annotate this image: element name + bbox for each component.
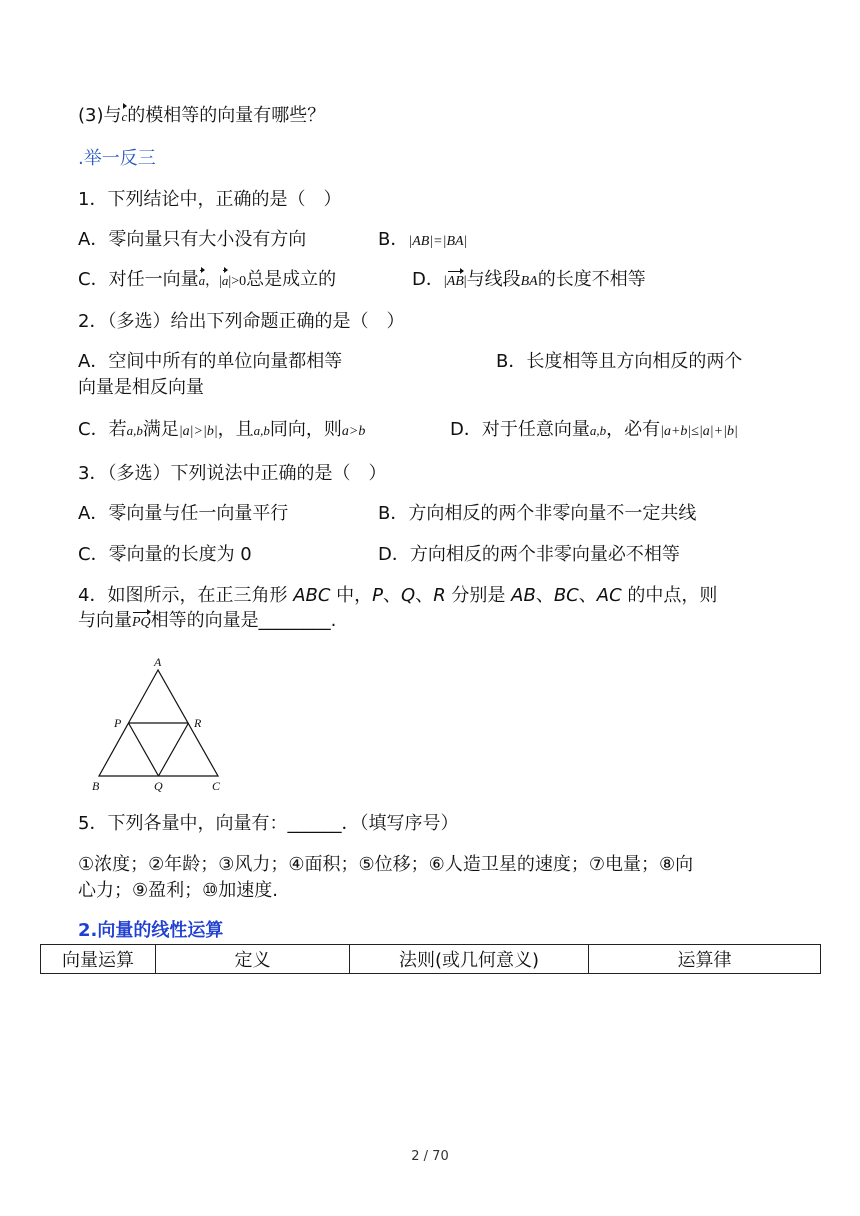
vector-c: c — [122, 105, 128, 129]
table-header-cell: 法则(或几何意义) — [350, 945, 589, 974]
p1-option-d: D．|AB|与线段BA的长度不相等 — [412, 268, 646, 294]
problem-1-options-ab — [78, 228, 468, 252]
problem-5-stem: 5．下列各量中，向量有：______．（填写序号） — [78, 813, 459, 834]
q3-prefix: (3)与 — [78, 105, 122, 126]
problem-5-items-line1: ①浓度；②年龄；③风力；④面积；⑤位移；⑥人造卫星的速度；⑦电量；⑧向 — [78, 854, 694, 875]
p2-option-c: C．若a,b满足|a|>|b|，且a,b同向，则a>b — [78, 419, 366, 440]
section-heading-linear-operations: 2.向量的线性运算 — [78, 920, 224, 941]
segment-pq — [129, 723, 159, 776]
label-b: B — [92, 779, 100, 793]
problem-3-options-cd — [78, 543, 680, 567]
problem-5-items-line2: 心力；⑨盈利；⑩加速度. — [78, 880, 278, 901]
table-header-row — [41, 945, 821, 974]
problem-1-options-cd — [78, 268, 646, 294]
problem-2-options-cd — [78, 418, 738, 444]
problem-2-stem: 2．（多选）给出下列命题正确的是（ ） — [78, 311, 405, 332]
label-q: Q — [154, 779, 163, 793]
p2-option-d: D．对于任意向量a,b，必有|a+b|≤|a|+|b| — [450, 419, 738, 440]
p3-option-c: C．零向量的长度为 0 — [78, 544, 252, 565]
q3-suffix: 的模相等的向量有哪些？ — [127, 105, 326, 126]
p2-option-a: A．空间中所有的单位向量都相等 — [78, 351, 343, 372]
page-number: 2 / 70 — [411, 1149, 449, 1164]
vector-ab: AB — [447, 270, 464, 294]
triangle-figure — [88, 654, 238, 796]
operations-table — [40, 944, 821, 974]
vector-a: a — [199, 269, 206, 293]
problem-4-line1: 4．如图所示，在正三角形 ABC 中，P、Q、R 分别是 AB、BC、AC 的中点，则 — [78, 585, 718, 606]
table-header-cell: 定义 — [156, 945, 350, 974]
p1-option-b: B．|AB|=|BA| — [378, 229, 468, 250]
problem-2-options-ab — [78, 350, 743, 374]
p2-option-b-line1: B．长度相等且方向相反的两个 — [496, 351, 743, 372]
vector-pq: PQ — [132, 611, 151, 635]
p3-option-a: A．零向量与任一向量平行 — [78, 503, 289, 524]
problem-3-options-ab — [78, 502, 697, 526]
p2-option-b-line2: 向量是相反向量 — [78, 377, 204, 398]
question-3 — [78, 104, 325, 129]
table-header-cell: 向量运算 — [41, 945, 156, 974]
segment-rq — [159, 723, 189, 776]
table-header-cell: 运算律 — [589, 945, 821, 974]
label-c: C — [212, 779, 221, 793]
section-heading-practice: .举一反三 — [78, 148, 156, 169]
problem-3-stem: 3．（多选）下列说法中正确的是（ ） — [78, 463, 387, 484]
problem-4-line2: 与向量PQ相等的向量是________. — [78, 609, 336, 635]
label-r: R — [194, 716, 202, 730]
label-p: P — [114, 716, 122, 730]
p3-option-d: D．方向相反的两个非零向量必不相等 — [378, 544, 680, 565]
p3-option-b: B．方向相反的两个非零向量不一定共线 — [378, 503, 697, 524]
label-a: A — [154, 655, 162, 669]
p1-option-c: C．对任一向量a，|a|>0总是成立的 — [78, 269, 336, 290]
p1-option-a: A．零向量只有大小没有方向 — [78, 229, 307, 250]
p1-option-b-expr: |AB|=|BA| — [408, 234, 468, 249]
problem-1-stem: 1．下列结论中，正确的是（ ） — [78, 189, 342, 210]
